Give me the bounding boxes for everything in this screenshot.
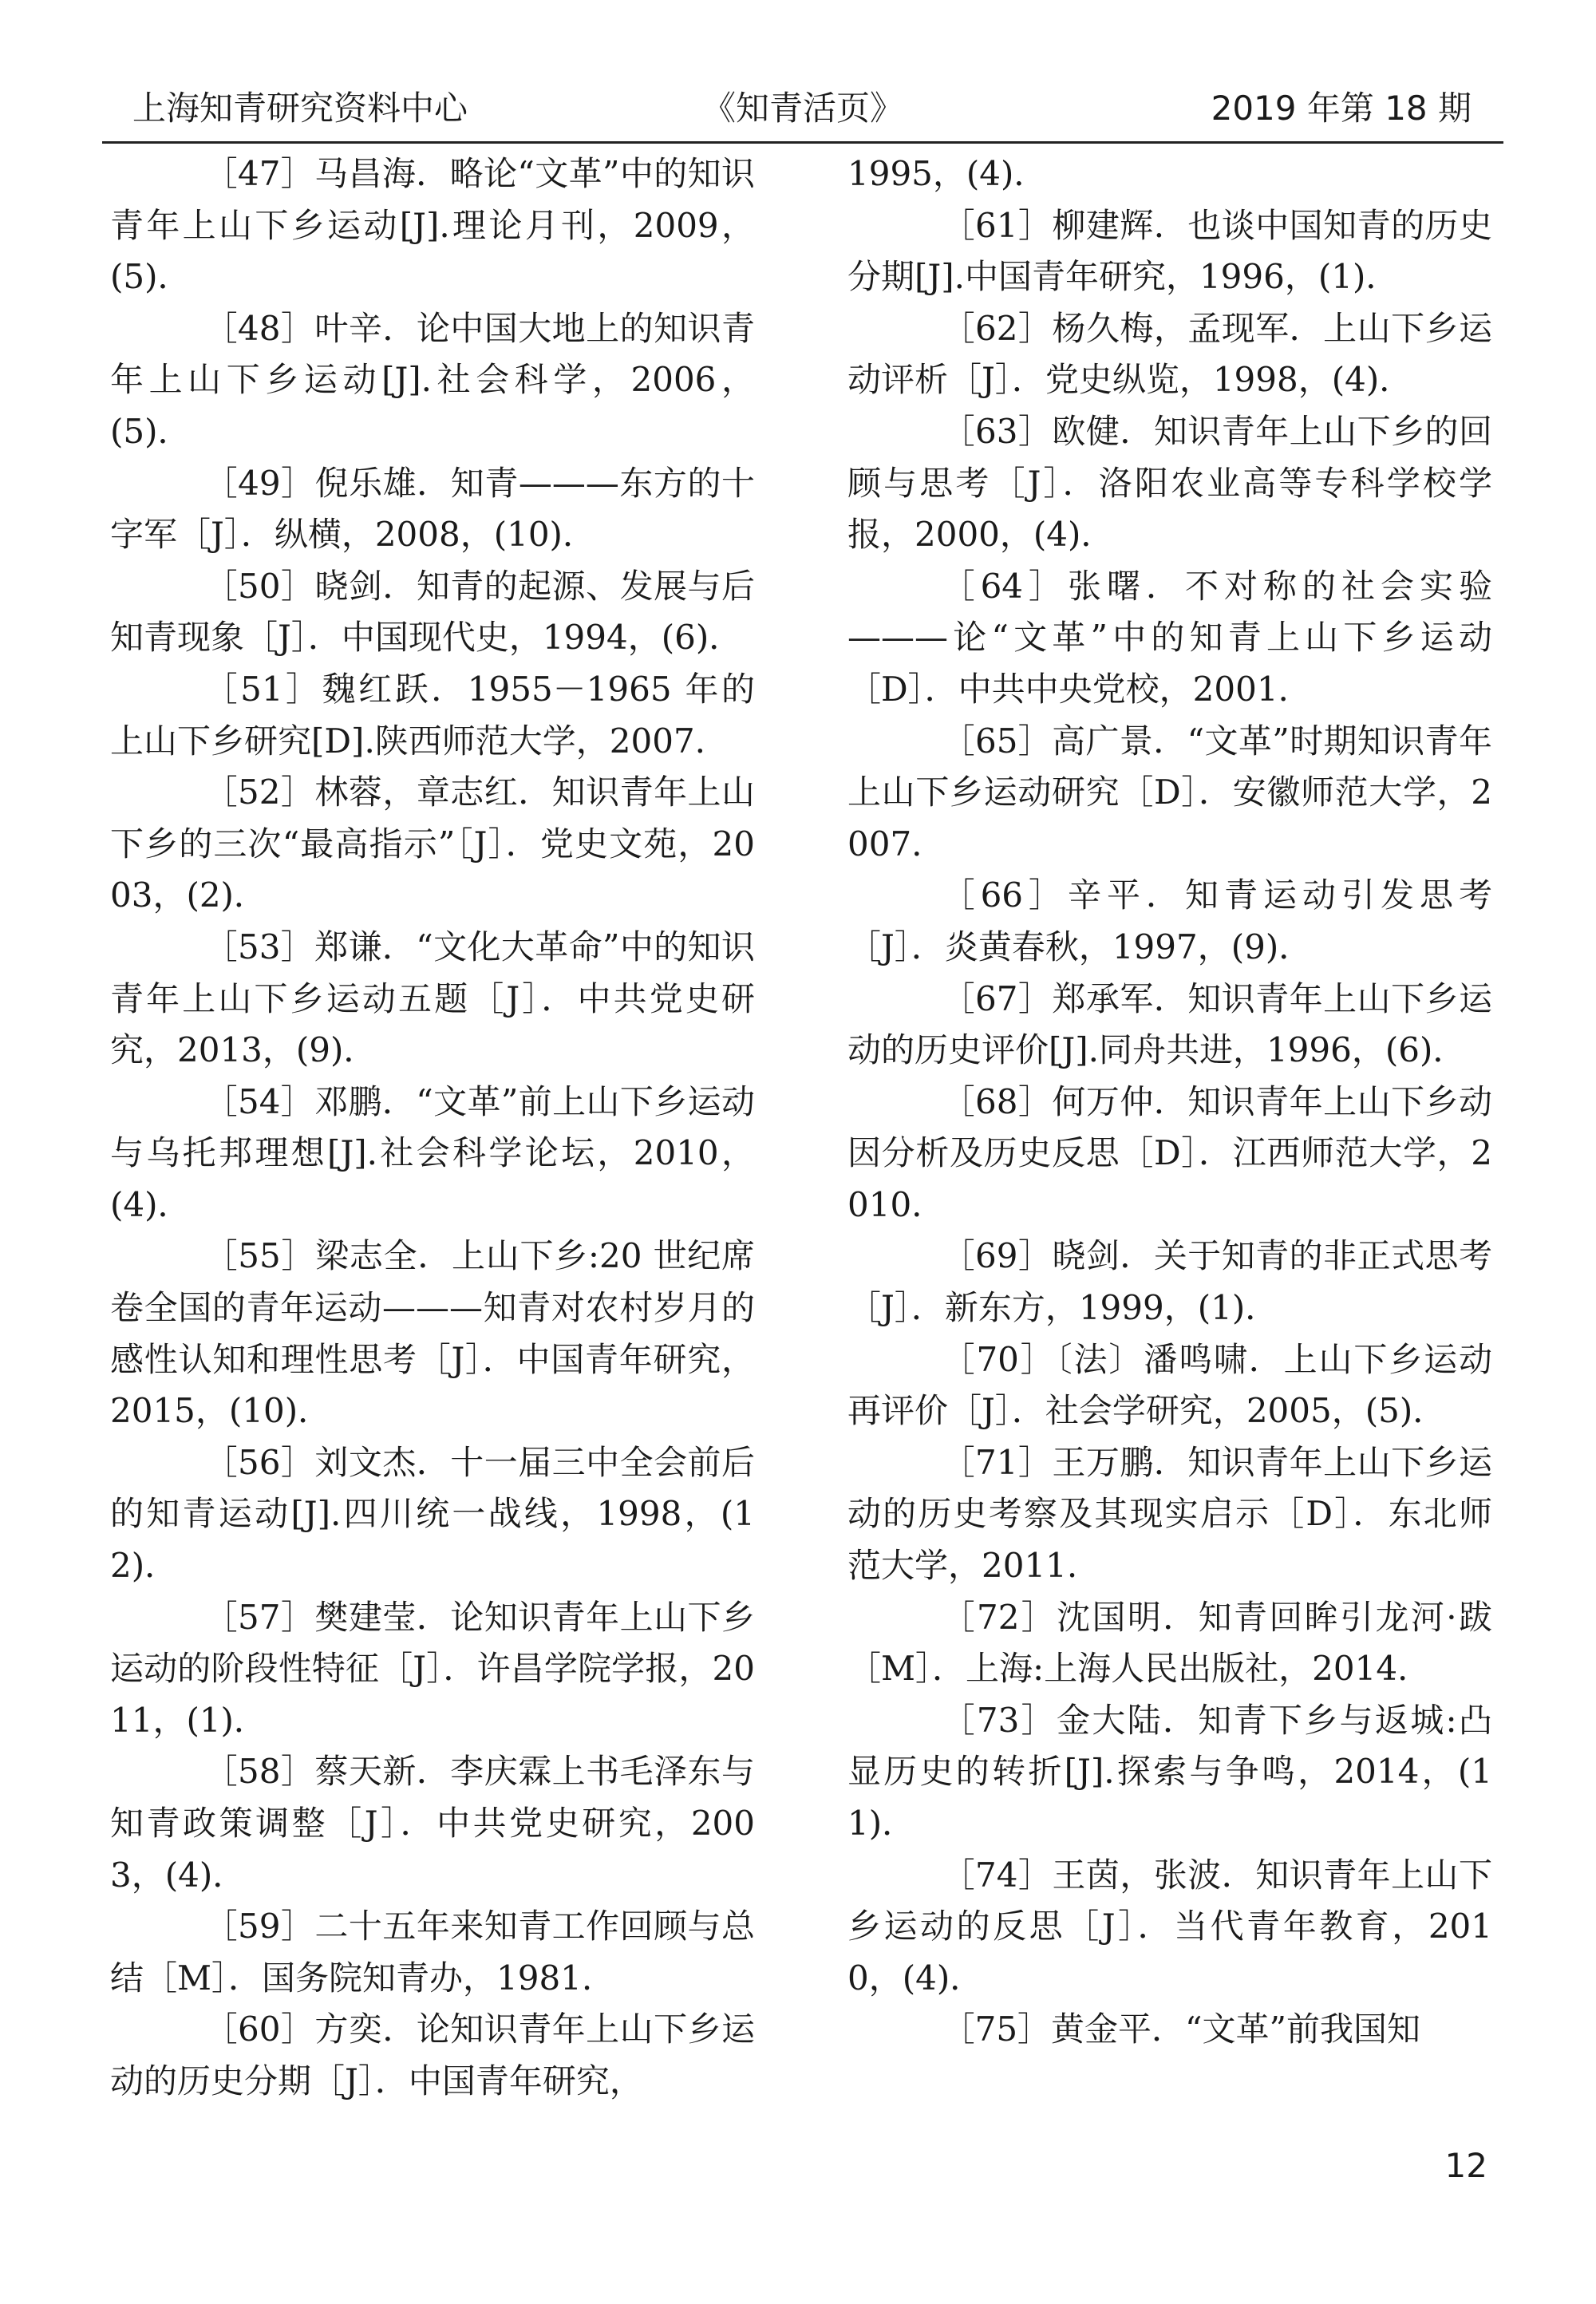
header-issue: 2019 年第 18 期 bbox=[1211, 89, 1472, 128]
reference-62: ［62］杨久梅，孟现军．上山下乡运动评析［J］．党史纵览，1998，(4)． bbox=[847, 308, 1492, 400]
reference-66: ［66］辛平．知青运动引发思考［J］．炎黄春秋，1997，(9)． bbox=[847, 875, 1492, 966]
reference-54: ［54］邓鹏．“文革”前上山下乡运动与乌托邦理想[J].社会科学论坛，2010，(4)． bbox=[110, 1081, 755, 1224]
right-column bbox=[847, 148, 1492, 2056]
reference-50: ［50］晓剑．知青的起源、发展与后知青现象［J］．中国现代史，1994，(6)． bbox=[110, 566, 755, 658]
running-header bbox=[102, 80, 1503, 137]
reference-67: ［67］郑承军．知识青年上山下乡运动的历史评价[J].同舟共进，1996，(6)． bbox=[847, 978, 1492, 1070]
reference-55: ［55］梁志全．上山下乡:20 世纪席卷全国的青年运动———知青对农村岁月的感性认知和理性思考［J］．中国青年研究，2015，(10)． bbox=[110, 1236, 755, 1431]
header-rule bbox=[102, 141, 1503, 144]
reference-53: ［53］郑谦．“文化大革命”中的知识青年上山下乡运动五题［J］．中共党史研究，2013，(9)． bbox=[110, 927, 755, 1070]
reference-47: ［47］马昌海．略论“文革”中的知识青年上山下乡运动[J].理论月刊，2009，(5)． bbox=[110, 154, 755, 297]
reference-60: ［60］方奕．论知识青年上山下乡运动的历史分期［J］．中国青年研究， bbox=[110, 2010, 755, 2100]
reference-51: ［51］魏红跃．1955－1965 年的上山下乡研究[D].陕西师范大学，2007. bbox=[110, 669, 755, 761]
page-number: 12 bbox=[1444, 2146, 1487, 2185]
reference-68: ［68］何万仲．知识青年上山下乡动因分析及历史反思［D］．江西师范大学，2010. bbox=[847, 1081, 1492, 1224]
header-publisher: 上海知青研究资料中心 bbox=[132, 89, 468, 128]
reference-58: ［58］蔡天新．李庆霖上书毛泽东与知青政策调整［J］．中共党史研究，2003，(4)． bbox=[110, 1752, 755, 1895]
reference-72: ［72］沈国明．知青回眸引龙河·跋［M］．上海:上海人民出版社，2014. bbox=[847, 1597, 1492, 1689]
reference-73: ［73］金大陆．知青下乡与返城:凸显历史的转折[J].探索与争鸣，2014，(11)． bbox=[847, 1700, 1492, 1843]
reference-75: ［75］黄金平．“文革”前我国知 bbox=[941, 2010, 1420, 2049]
reference-48: ［48］叶辛．论中国大地上的知识青年上山下乡运动[J].社会科学，2006，(5)． bbox=[110, 308, 755, 451]
reference-71: ［71］王万鹏．知识青年上山下乡运动的历史考察及其现实启示［D］．东北师范大学，2011. bbox=[847, 1442, 1492, 1586]
header-journal-title: 《知青活页》 bbox=[701, 89, 903, 128]
reference-70: ［70］〔法〕潘鸣啸．上山下乡运动再评价［J］．社会学研究，2005，(5)． bbox=[847, 1339, 1492, 1431]
reference-59: ［59］二十五年来知青工作回顾与总结［M］．国务院知青办，1981. bbox=[110, 1907, 755, 1998]
reference-57: ［57］樊建莹．论知识青年上山下乡运动的阶段性特征［J］．许昌学院学报，2011，(1)． bbox=[110, 1597, 755, 1740]
left-column bbox=[110, 148, 755, 2108]
reference-60-continuation: 1995，(4)． bbox=[847, 154, 1048, 193]
reference-56: ［56］刘文杰．十一届三中全会前后的知青运动[J].四川统一战线，1998，(12)． bbox=[110, 1442, 755, 1586]
reference-64: ［64］张曙．不对称的社会实验———论“文革”中的知青上山下乡运动［D］．中共中央党校，2001. bbox=[847, 566, 1492, 709]
reference-63: ［63］欧健．知识青年上山下乡的回顾与思考［J］．洛阳农业高等专科学校学报，2000，(4)． bbox=[847, 411, 1492, 555]
reference-65: ［65］高广景．“文革”时期知识青年上山下乡运动研究［D］．安徽师范大学，2007. bbox=[847, 721, 1492, 864]
reference-74: ［74］王茵，张波．知识青年上山下乡运动的反思［J］．当代青年教育，2010，(4)． bbox=[847, 1855, 1492, 1998]
reference-61: ［61］柳建辉．也谈中国知青的历史分期[J].中国青年研究，1996，(1)． bbox=[847, 205, 1492, 297]
reference-52: ［52］林蓉，章志红．知识青年上山下乡的三次“最高指示”［J］．党史文苑，2003，(2)． bbox=[110, 773, 755, 915]
reference-69: ［69］晓剑．关于知青的非正式思考［J］．新东方，1999，(1)． bbox=[847, 1236, 1492, 1328]
reference-49: ［49］倪乐雄．知青———东方的十字军［J］．纵横，2008，(10)． bbox=[110, 463, 755, 555]
